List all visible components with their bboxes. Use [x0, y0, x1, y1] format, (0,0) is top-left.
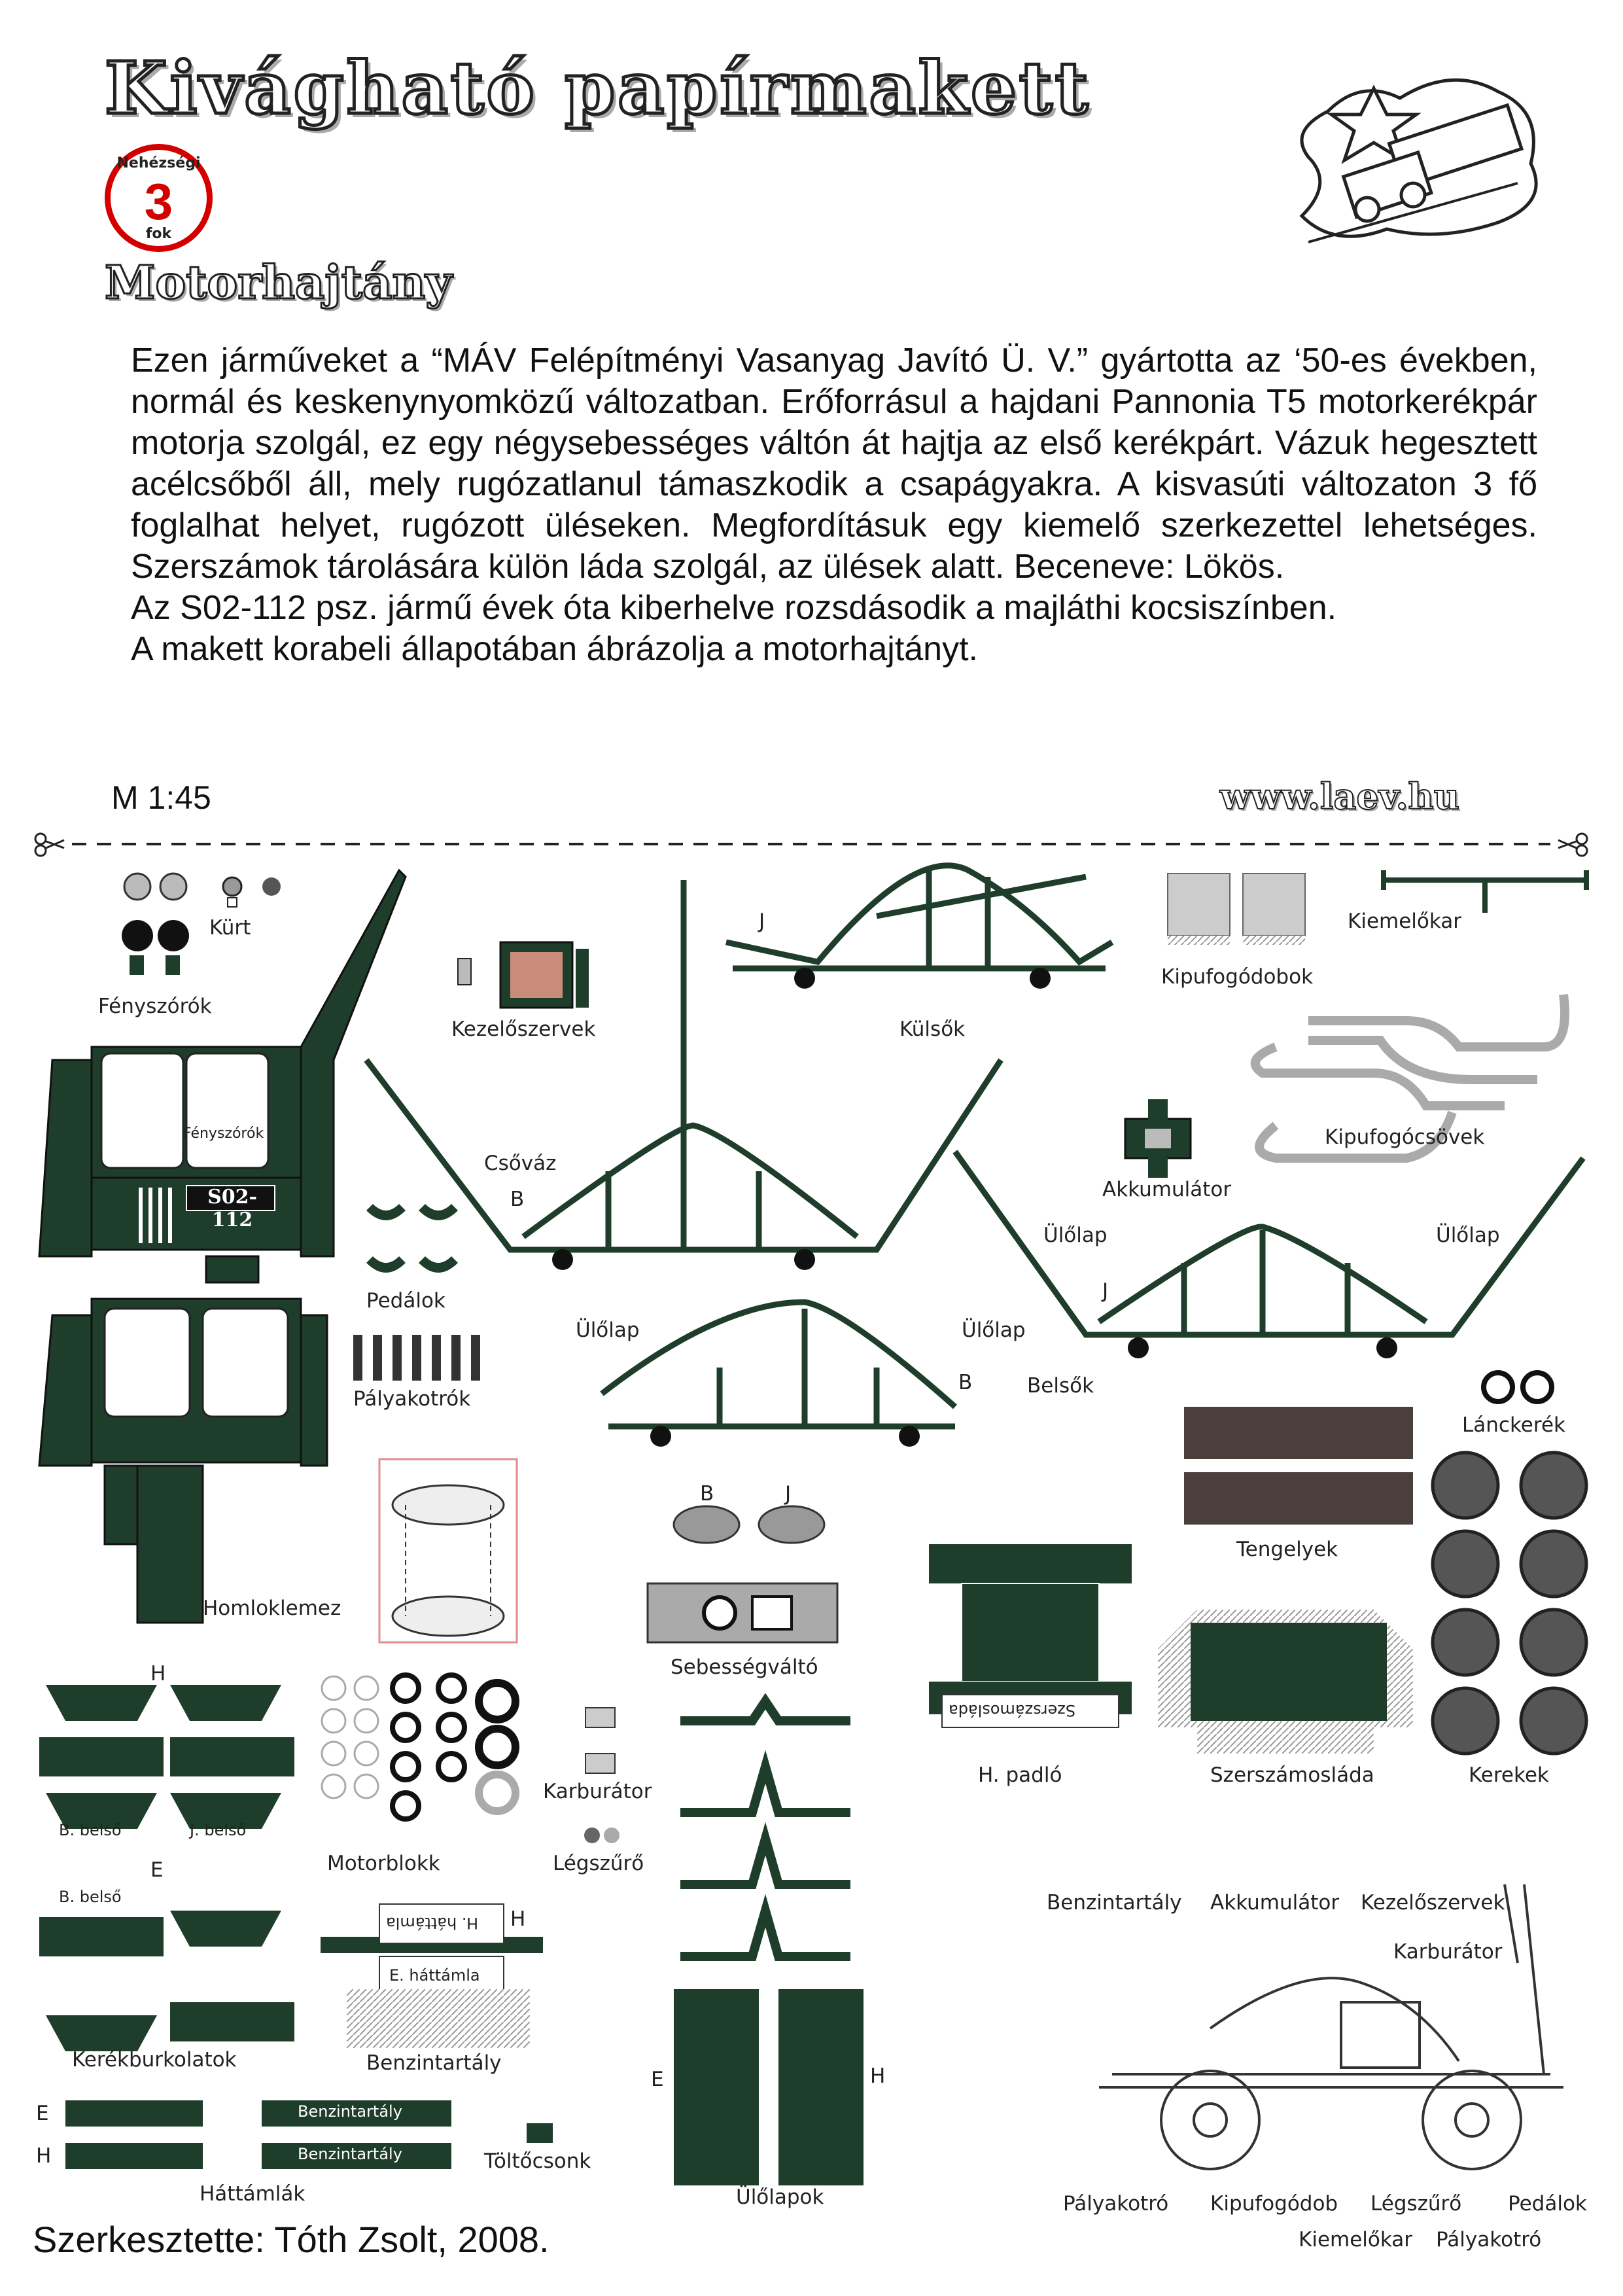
label-h-covers: H: [150, 1662, 166, 1686]
label-rear-floor: H. padló: [978, 1763, 1062, 1787]
label-front-backrest: E. háttámla: [389, 1966, 480, 1985]
label-tank-strip-1: Benzintartály: [298, 2102, 402, 2121]
label-fuel-tank: Benzintartály: [366, 2051, 502, 2075]
label-track-scrapers: Pályakotrók: [353, 1387, 471, 1411]
sprocket-part: [1484, 1373, 1552, 1402]
label-j-outer: J: [759, 910, 765, 933]
battery-part: [1125, 1099, 1191, 1178]
legend-track-scraper-2: Pályakotró: [1436, 2228, 1542, 2252]
inner-frame-part-left: [602, 1302, 955, 1426]
legend-controls: Kezelőszervek: [1361, 1891, 1505, 1915]
label-toolbox-mirror: Szerszámosláda: [949, 1701, 1076, 1720]
editor-credit: Szerkesztette: Tóth Zsolt, 2008.: [33, 2219, 550, 2260]
horn-part: [223, 877, 281, 907]
label-h-seats: H: [870, 2064, 886, 2088]
label-seat-2: Ülőlap: [1436, 1224, 1500, 1247]
label-e-seats: E: [651, 2068, 664, 2091]
axles-part: [1184, 1407, 1413, 1525]
label-headlights-small: Fényszórók: [183, 1125, 264, 1142]
legend-carburetor: Karburátor: [1393, 1940, 1503, 1964]
difficulty-label-top: Nehézségi: [116, 155, 201, 171]
label-seat-1: Ülőlap: [1043, 1224, 1108, 1247]
label-headlights: Fényszórók: [98, 995, 212, 1018]
headlights-part: [122, 874, 189, 975]
seat-strips-part: [680, 1701, 850, 1956]
legend-lifting-lever: Kiemelőkar: [1299, 2228, 1413, 2252]
legend-fuel-tank: Benzintartály: [1047, 1891, 1182, 1915]
page-title: Kivágható papírmakett: [105, 46, 1091, 130]
wheels-part: [1433, 1453, 1586, 1754]
label-gearbox: Sebességváltó: [671, 1655, 818, 1679]
legend-exhaust-drum: Kipufogódob: [1210, 2192, 1338, 2216]
label-tube-frame: Csőváz: [484, 1152, 557, 1175]
legend-track-scraper-1: Pályakotró: [1063, 2192, 1169, 2216]
label-engine-block: Motorblokk: [327, 1852, 440, 1875]
label-air-filter: Légszűrő: [553, 1852, 644, 1875]
label-tank-strip-2: Benzintartály: [298, 2145, 402, 2163]
label-h-backrest: H: [36, 2144, 52, 2168]
label-lifting-lever: Kiemelőkar: [1348, 910, 1462, 933]
label-controls: Kezelőszervek: [451, 1017, 596, 1041]
label-sprocket: Lánckerék: [1462, 1413, 1565, 1437]
label-seat-4: Ülőlap: [962, 1318, 1026, 1342]
wheel-covers-part: [39, 1685, 294, 2051]
label-e-covers: E: [150, 1858, 164, 1882]
legend-air-filter: Légszűrő: [1370, 2192, 1462, 2216]
scale-label: M 1:45: [111, 779, 211, 816]
label-exhaust-pipes: Kipufogócsövek: [1325, 1125, 1485, 1149]
intro-paragraph-1: Ezen járműveket a “MÁV Felépítményi Vasanyag Javító Ü. V.” gyártotta az ‘50-es években, normál és keskenynyomközű változatban. Erőforrásul a hajdani Pannonia T5 motorkerékpár motorja szolgál, ez egy négysebességes váltón át hajtja az első kerékpárt. Vázuk hegesztett acélcsőből áll, mely rugózatlanul támaszkodik a csapágyakra. A kisvasúti változaton 3 fő foglalhat helyet, rugózott üléseken. Megfordításuk egy kiemelő szerkezettel lehetséges. Szerszámok tárolására külön láda szolgál, az ülések alatt. Beceneve: Lökös.: [131, 342, 1537, 586]
tube-frame-part: [366, 880, 1001, 1250]
license-plate-text: S02-112: [207, 1186, 257, 1231]
label-exhaust-drums: Kipufogódobok: [1161, 965, 1314, 989]
label-rear-backrest: H. háttámla: [386, 1914, 479, 1932]
label-gear-j: J: [785, 1482, 792, 1506]
toolbox-part: [1158, 1610, 1413, 1754]
label-battery: Akkumulátor: [1102, 1178, 1232, 1201]
label-b-inner-cover: B. belső: [59, 1821, 122, 1839]
seat-slats-part: [674, 1989, 864, 2185]
label-b-inner-cover-2: B. belső: [59, 1888, 122, 1906]
label-outer-frames: Külsők: [899, 1017, 966, 1041]
label-h-tank: H: [510, 1907, 526, 1931]
track-scrapers-part: [353, 1335, 480, 1381]
engine-block-part: [322, 1675, 515, 1819]
legend-pedals: Pedálok: [1508, 2192, 1587, 2216]
assembled-illustration: [1099, 1884, 1563, 2169]
filler-neck-part: [527, 2123, 553, 2143]
air-filter-part: [584, 1828, 600, 1843]
front-hood-part: [39, 870, 406, 1623]
label-j-inner: J: [1102, 1279, 1109, 1303]
gearbox-part: [648, 1583, 837, 1642]
legend-battery: Akkumulátor: [1210, 1891, 1340, 1915]
label-b-inner: B: [958, 1371, 973, 1394]
label-wheels: Kerekek: [1469, 1763, 1549, 1787]
label-seat-3: Ülőlap: [576, 1318, 640, 1342]
label-horn: Kürt: [209, 916, 251, 940]
label-backrests: Háttámlák: [200, 2182, 305, 2206]
label-pedals: Pedálok: [366, 1289, 445, 1313]
difficulty-label-bottom: fok: [145, 226, 172, 242]
label-filler-neck: Töltőcsonk: [484, 2149, 591, 2173]
label-axles: Tengelyek: [1236, 1538, 1338, 1561]
label-seat-slats: Ülőlapok: [736, 2185, 824, 2209]
label-b-frame: B: [510, 1188, 525, 1211]
label-j-inner-cover: J. belső: [190, 1821, 247, 1839]
label-gear-b: B: [700, 1482, 714, 1506]
intro-paragraph-3: A makett korabeli állapotában ábrázolja a motorhajtányt.: [131, 630, 978, 668]
controls-part: [458, 942, 589, 1008]
outer-frame-part: [726, 866, 1112, 968]
label-inner-frames: Belsők: [1027, 1374, 1094, 1398]
website-url: www.laev.hu: [1220, 775, 1459, 817]
exhaust-drums-part: [1168, 874, 1305, 945]
rear-floor-part: [929, 1544, 1132, 1727]
intro-paragraph-2: Az S02-112 psz. jármű évek óta kiberhelve rozsdásodik a majláthi kocsiszínben.: [131, 589, 1337, 627]
carburetor-part: [585, 1708, 615, 1773]
label-toolbox: Szerszámosláda: [1210, 1763, 1374, 1787]
lifting-lever-part: [1384, 870, 1586, 913]
label-e-backrest: E: [36, 2102, 49, 2125]
label-wheel-covers: Kerékburkolatok: [72, 2048, 237, 2072]
label-carburetor: Karburátor: [543, 1780, 652, 1803]
model-subtitle: Motorhajtány: [105, 255, 452, 309]
label-front-hood: Homloklemez: [203, 1597, 341, 1620]
pedals-part: [366, 1204, 458, 1273]
difficulty-level: 3: [144, 173, 173, 230]
